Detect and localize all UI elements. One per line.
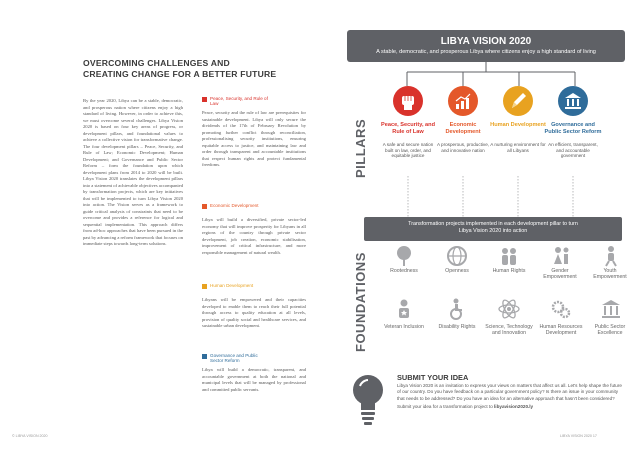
heading-line-2: CREATING CHANGE FOR A BETTER FUTURE xyxy=(83,69,277,79)
pillar-heading-economic xyxy=(202,203,270,209)
submit-link[interactable]: libyavision2020.ly xyxy=(494,404,534,410)
footer-left: © LIBYA VISION 2020 xyxy=(12,434,48,438)
pillar-heading-governance xyxy=(202,353,270,364)
foundation-disability: Disability Rights xyxy=(438,324,476,330)
pillar-desc-economic: A prosperous, productive, and innovative nation xyxy=(436,142,490,153)
foundation-openness: Openness xyxy=(445,268,469,274)
vision-banner xyxy=(347,30,625,62)
atom-icon xyxy=(497,297,521,326)
pillar-heading-label: Peace, Security, and Rule of Law xyxy=(210,96,268,107)
square-icon xyxy=(202,97,207,102)
page-heading xyxy=(83,58,276,80)
pillar-text-peace: Peace, security and the rule of law are prerequisites for sustainable development. Libya will only secure the dividends of the 17th of February Revolution by promoting further conflict through reconciliation, professionalising security institutions, ensuring equitable access to justice, and maintaining law and order through transparent and accountable institutions that respect human rights and protect fundamental freedoms. xyxy=(202,110,306,167)
submit-cta xyxy=(397,404,625,410)
vision-title: LIBYA VISION 2020 xyxy=(440,36,532,47)
pillar-heading-peace xyxy=(202,96,270,107)
vision-subtitle: A stable, democratic, and prosperous Libya where citizens enjoy a high standard of living xyxy=(376,49,596,55)
submit-body: Libya Vision 2020 is an invitation to express your views on matters that affect us all. Let's help shape the future of our country. Do you have feedback on a particular government policy? Is there an issue in your community that needs to be addressed? Do you have an idea for an alternative approach that hasn't been considered? xyxy=(397,383,622,401)
square-icon xyxy=(202,204,207,209)
growth-chart-icon xyxy=(448,86,478,116)
intro-paragraph: By the year 2020, Libya can be a stable, democratic, and prosperous nation where citizens enjoy a high standard of living. However, in order to achieve this, we must overcome several challenges. Libya Vision 2020 is based on four key areas of progress, or development pillars, and foundational values to achieve a collective vision for transformative change. The four development pillars – Peace, Security, and Rule of Law; Economic Development; Human Development; and Governance and Public Sector Reform – form the foundation upon which development plans from 2014 to 2020 will be built. Libya Vision 2020 translates the development pillars into a statement of achievable objectives accompanied by transformation projects, which are key initiatives that will be implemented to turn Libya Vision 2020 into action. The Vision serves as a framework to guide critical analysis of constraints that need to be overcome and provides a reference for logical and sequential implementation. This approach differs from ad-hoc approaches that have been pursued in the past by advancing a reform framework that focuses on immediate steps towards long-term solutions. xyxy=(83,98,184,246)
vision-connectors xyxy=(347,62,625,88)
heading-line-1: OVERCOMING CHALLENGES AND xyxy=(83,58,230,68)
fist-icon xyxy=(393,86,423,116)
foundations-label: FOUNDATIONS xyxy=(353,252,368,352)
pillar-heading-human xyxy=(202,283,270,289)
foundation-youth: Youth Empowerment xyxy=(593,268,627,281)
pillar-heading-label: Economic Development xyxy=(210,203,259,208)
foundation-veteran: Veteran Inclusion xyxy=(384,324,424,330)
building-icon xyxy=(599,297,623,326)
transform-line-1: Transformation projects implemented in each development pillar to turn xyxy=(408,221,578,227)
pillar-desc-governance: An efficient, transparent, and accountable government xyxy=(548,142,598,158)
square-icon xyxy=(202,354,207,359)
pillar-heading-label: Human Development xyxy=(210,283,254,288)
foundation-human-rights: Human Rights xyxy=(492,268,526,274)
pillar-title-human: Human Development xyxy=(490,122,546,128)
foundation-human-resources: Human Resources Development xyxy=(539,324,583,337)
pillar-title-governance: Governance and Public Sector Reform xyxy=(544,122,602,135)
foundation-public-sector: Public Sector Excellence xyxy=(594,324,626,337)
pillars-label: PILLARS xyxy=(353,118,368,178)
transform-connectors xyxy=(364,176,622,218)
lightbulb-icon xyxy=(350,372,386,433)
gears-icon xyxy=(549,297,573,326)
pillar-desc-peace: A safe and secure nation built on law, order, and equitable justice xyxy=(382,142,434,158)
government-building-icon xyxy=(558,86,588,116)
square-icon xyxy=(202,284,207,289)
foundation-rootedness: Rootedness xyxy=(390,268,418,274)
pillar-text-governance: Libya will build a democratic, transparent, and accountable government at both the national and municipal levels that will be managed by professional and committed public servants. xyxy=(202,367,306,392)
submit-title: SUBMIT YOUR IDEA xyxy=(397,373,469,382)
pillar-desc-human: A nurturing environment for all Libyans xyxy=(490,142,546,153)
pillar-heading-label: Governance and Public Sector Reform xyxy=(210,353,258,364)
pillar-text-economic: Libya will build a diversified, private sector-led economy that will improve prosperity for Libyans in all regions of the country through private sector development, job creation, economic stabilisation, improvement of critical infrastructure, and more responsible management of natural wealth. xyxy=(202,217,306,255)
foundation-science: Science, Technology and Innovation xyxy=(485,324,533,337)
transformation-banner xyxy=(364,217,622,241)
wheelchair-icon xyxy=(445,297,469,326)
pillar-text-human: Libyans will be empowered and their capacities developed to enable them to reach their full potential through access to quality education at all levels, provision of quality social and healthcare services, and sustainable urban development. xyxy=(202,297,306,328)
submit-text xyxy=(397,383,625,411)
pencil-icon xyxy=(503,86,533,116)
pillar-title-peace: Peace, Security, and Rule of Law xyxy=(381,122,435,135)
foundation-gender: Gender Empowerment xyxy=(543,268,577,281)
pillar-title-economic: Economic Development xyxy=(445,122,481,135)
transform-line-2: Libya Vision 2020 into action xyxy=(458,228,528,234)
submit-cta-prefix: Submit your idea for a transformation project to xyxy=(397,404,495,410)
veteran-icon xyxy=(392,297,416,326)
footer-right: LIBYA VISION 2020 17 xyxy=(560,434,597,438)
